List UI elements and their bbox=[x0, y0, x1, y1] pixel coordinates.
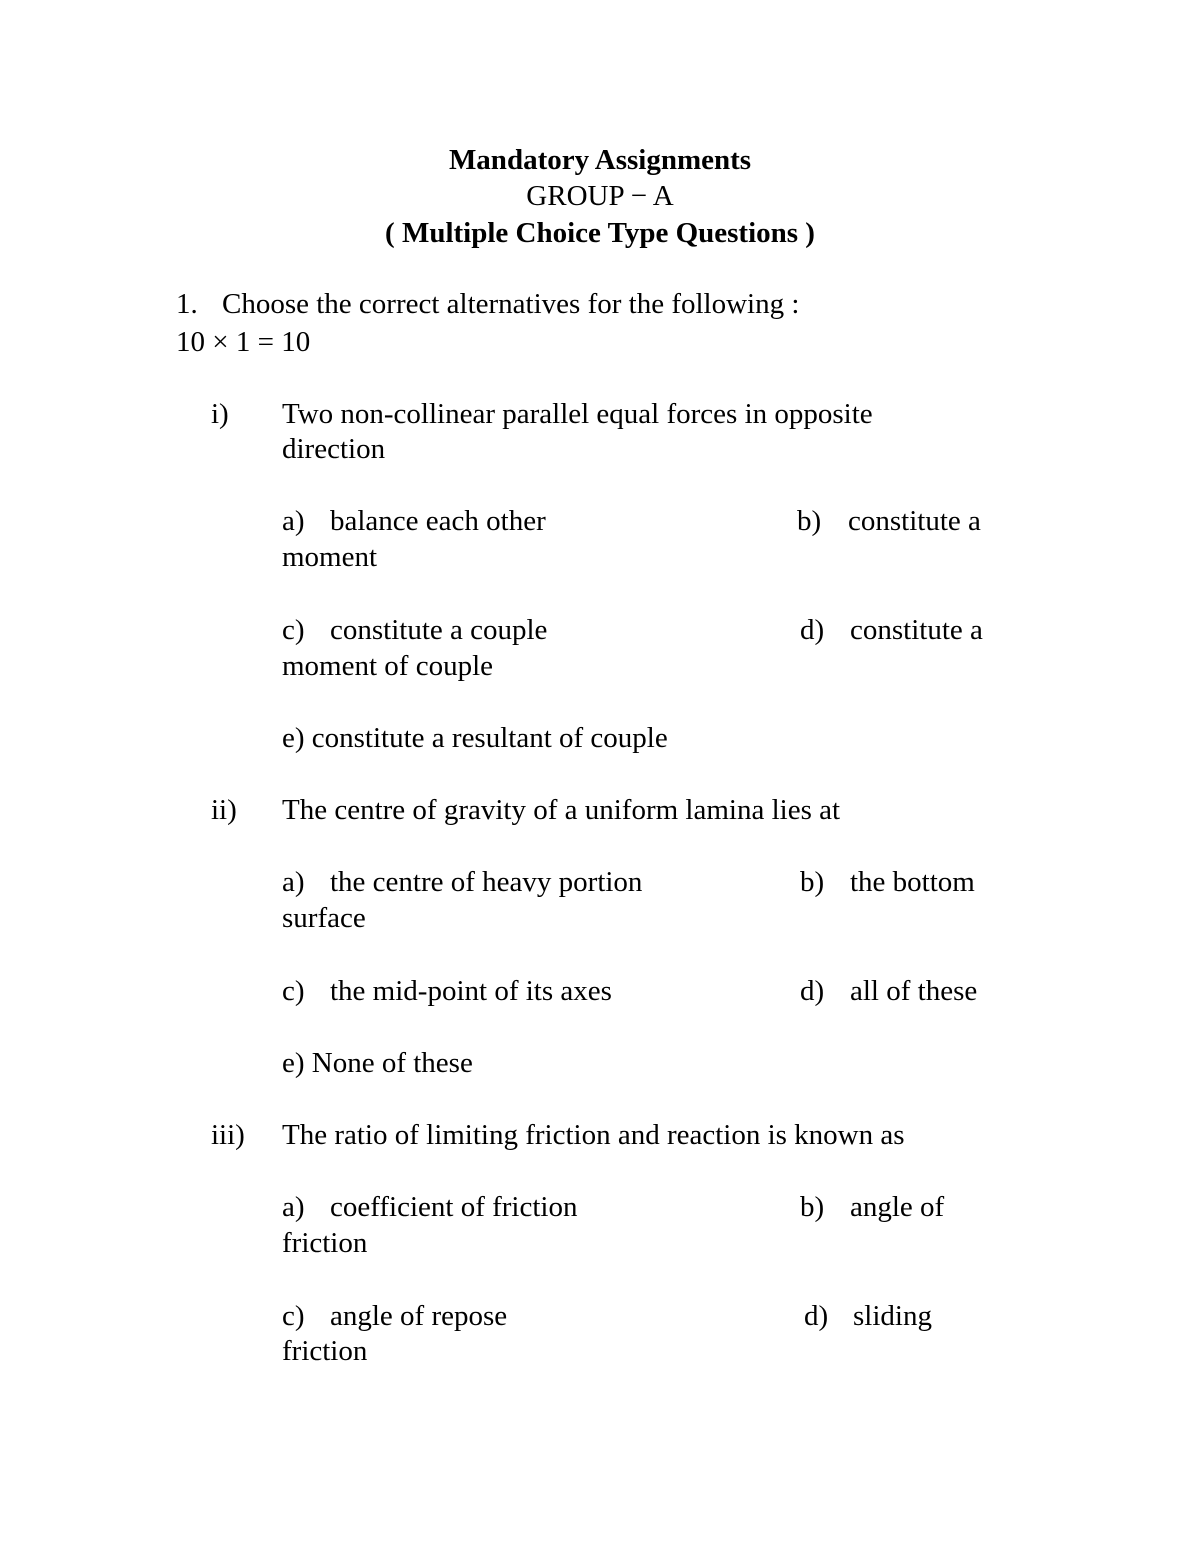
option-text: surface bbox=[282, 902, 366, 934]
option-label: c) bbox=[282, 975, 305, 1007]
option-text: coefficient of friction bbox=[330, 1191, 578, 1223]
option-label: c) bbox=[282, 614, 305, 646]
group-heading: GROUP − A bbox=[526, 180, 674, 212]
option-text: e) None of these bbox=[282, 1047, 473, 1079]
option-text: all of these bbox=[850, 975, 978, 1007]
document-title: Mandatory Assignments bbox=[448, 144, 752, 176]
option-text: friction bbox=[282, 1335, 368, 1367]
section-subtitle: ( Multiple Choice Type Questions ) bbox=[385, 217, 815, 249]
option-text: the mid-point of its axes bbox=[330, 975, 612, 1007]
question-number: iii) bbox=[211, 1119, 245, 1151]
question-text: Two non-collinear parallel equal forces in opposite bbox=[282, 398, 873, 430]
option-text: the bottom bbox=[850, 866, 975, 898]
option-text: angle of bbox=[850, 1191, 945, 1223]
option-text: moment of couple bbox=[282, 650, 494, 682]
option-label: b) bbox=[797, 505, 822, 537]
instruction-text: Choose the correct alternatives for the following : bbox=[222, 288, 800, 320]
option-label: d) bbox=[800, 975, 825, 1007]
option-text: constitute a bbox=[848, 505, 981, 537]
question-number: i) bbox=[211, 398, 229, 430]
option-text: moment bbox=[282, 541, 378, 573]
option-text: sliding bbox=[853, 1300, 932, 1332]
question-text: The centre of gravity of a uniform lamina lies at bbox=[282, 794, 841, 826]
option-text: balance each other bbox=[330, 505, 546, 537]
option-text: constitute a bbox=[850, 614, 983, 646]
option-label: a) bbox=[282, 866, 305, 898]
question-text: direction bbox=[282, 433, 386, 465]
option-label: a) bbox=[282, 1191, 305, 1223]
option-text: constitute a couple bbox=[330, 614, 548, 646]
question-text: The ratio of limiting friction and reaction is known as bbox=[282, 1119, 905, 1151]
question-number: 1. bbox=[176, 288, 198, 320]
question-number: ii) bbox=[211, 794, 237, 826]
option-text: the centre of heavy portion bbox=[330, 866, 643, 898]
option-text: angle of repose bbox=[330, 1300, 508, 1332]
option-label: c) bbox=[282, 1300, 305, 1332]
option-label: b) bbox=[800, 1191, 825, 1223]
option-text: e) constitute a resultant of couple bbox=[282, 722, 668, 754]
option-label: a) bbox=[282, 505, 305, 537]
option-label: b) bbox=[800, 866, 825, 898]
option-text: friction bbox=[282, 1227, 368, 1259]
option-label: d) bbox=[804, 1300, 829, 1332]
marks-text: 10 × 1 = 10 bbox=[176, 326, 311, 358]
option-label: d) bbox=[800, 614, 825, 646]
